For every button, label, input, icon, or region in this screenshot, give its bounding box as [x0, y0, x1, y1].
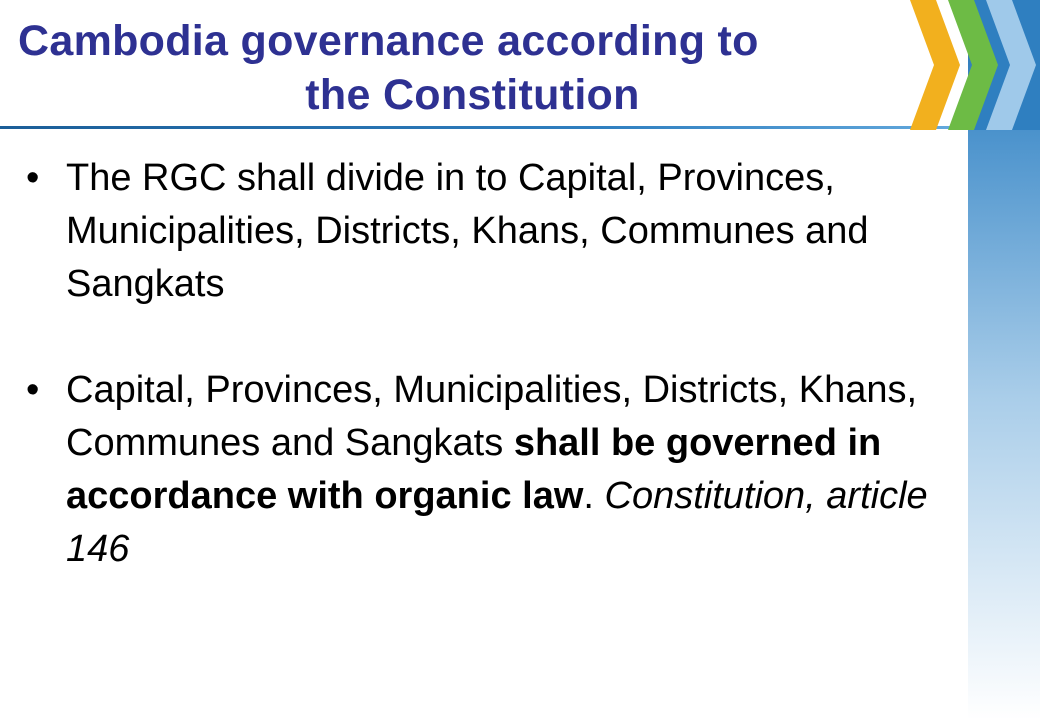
bullet-item-2 [24, 364, 984, 576]
bullet-item-1 [24, 152, 984, 311]
bullet-2-citation: Constitution, article 146 [66, 475, 928, 570]
bullet-marker: • [26, 369, 40, 411]
page-title [0, 14, 950, 122]
bullet-1-text: The RGC shall divide in to Capital, Provinces, Municipalities, Districts, Khans, Communes and Sangkats [66, 157, 869, 305]
bullet-marker: • [26, 157, 40, 199]
header-divider [0, 126, 1000, 129]
bullet-2-punctuation: . [583, 475, 605, 517]
bullet-2-text: Capital, Provinces, Municipalities, Districts, Khans, Communes and Sangkats [66, 369, 918, 464]
title-line-1: Cambodia governance according to [18, 17, 759, 65]
title-line-2: the Constitution [305, 71, 640, 119]
bullet-list [24, 152, 984, 576]
bullet-2-bold-text: shall be governed in accordance with organic law [66, 422, 882, 517]
